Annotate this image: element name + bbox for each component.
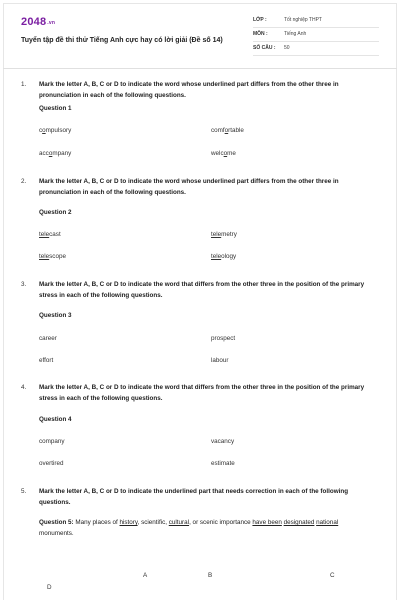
option-b[interactable]: telemetry (211, 231, 237, 238)
option-b[interactable]: vacancy (211, 438, 235, 445)
answer-letter-b[interactable]: B (208, 572, 213, 579)
option-c[interactable]: effort (39, 357, 54, 364)
question-label: Question 1 (39, 105, 72, 112)
meta-key: SỐ CÂU : (253, 45, 276, 51)
option-a[interactable]: compulsory (39, 127, 72, 134)
option-b[interactable]: prospect (211, 335, 236, 342)
question-label: Question 4 (39, 416, 72, 423)
answer-letter-d[interactable]: D (47, 584, 52, 591)
option-d[interactable]: teleology (211, 253, 237, 260)
option-d[interactable]: welcome (211, 150, 236, 157)
question-instruction: Mark the letter A, B, C or D to indicate the word whose underlined part differs from the other three in pronunciation in each of the following questions. (39, 81, 339, 99)
question-number: 2. (21, 178, 27, 185)
question-label: Question 3 (39, 312, 72, 319)
option-c[interactable]: overtired (39, 460, 64, 467)
option-a[interactable]: career (39, 335, 57, 342)
option-d[interactable]: labour (211, 357, 229, 364)
underlined-part-d: designated (283, 519, 315, 526)
underlined-part-b: cultural (168, 519, 190, 526)
logo-text: 2048 (21, 16, 47, 28)
question-label: Question 2 (39, 209, 72, 216)
meta-value: Tiếng Anh (284, 31, 307, 37)
question-instruction: Mark the letter A, B, C or D to indicate the word that differs from the other three in the position of the primary stress in each of the following questions. (39, 384, 365, 402)
option-c[interactable]: telescope (39, 253, 66, 260)
meta-value: 50 (284, 45, 290, 51)
question-number: 3. (21, 281, 27, 288)
header-divider (3, 68, 397, 69)
meta-value: Tốt nghiệp THPT (284, 17, 322, 23)
meta-row-count (253, 42, 379, 56)
underlined-part-c: have been (252, 519, 282, 526)
underlined-part-a: history (119, 519, 138, 526)
question-number: 1. (21, 81, 27, 88)
meta-key: MÔN : (253, 31, 268, 37)
question-instruction: Mark the letter A, B, C or D to indicate the word whose underlined part differs from the other three in pronunciation in each of the following questions. (39, 178, 339, 196)
option-b[interactable]: comfortable (211, 127, 244, 134)
logo-suffix: .vn (47, 20, 56, 26)
option-a[interactable]: telecast (39, 231, 61, 238)
meta-row-class (253, 14, 379, 28)
question-instruction: Mark the letter A, B, C or D to indicate the underlined part that needs correction in each of the following questions. (39, 488, 349, 506)
site-logo[interactable] (21, 16, 55, 28)
underlined-part-e: national (316, 519, 339, 526)
question-sentence: Question 5: Many places of history, scientific, cultural, or scenic importance have been designated national monuments. (39, 519, 339, 537)
question-number: 5. (21, 488, 27, 495)
answer-letter-a[interactable]: A (143, 572, 148, 579)
document-title: Tuyển tập đề thi thử Tiếng Anh cực hay có lời giải (Đề số 14) (21, 37, 223, 44)
option-a[interactable]: company (39, 438, 65, 445)
answer-letter-c[interactable]: C (330, 572, 335, 579)
meta-key: LỚP : (253, 17, 267, 23)
option-d[interactable]: estimate (211, 460, 235, 467)
meta-row-subject (253, 28, 379, 42)
question-instruction: Mark the letter A, B, C or D to indicate the word that differs from the other three in the position of the primary stress in each of the following questions. (39, 281, 365, 299)
option-c[interactable]: accompany (39, 150, 72, 157)
question-number: 4. (21, 384, 27, 391)
question-label: Question 5: (39, 519, 74, 526)
